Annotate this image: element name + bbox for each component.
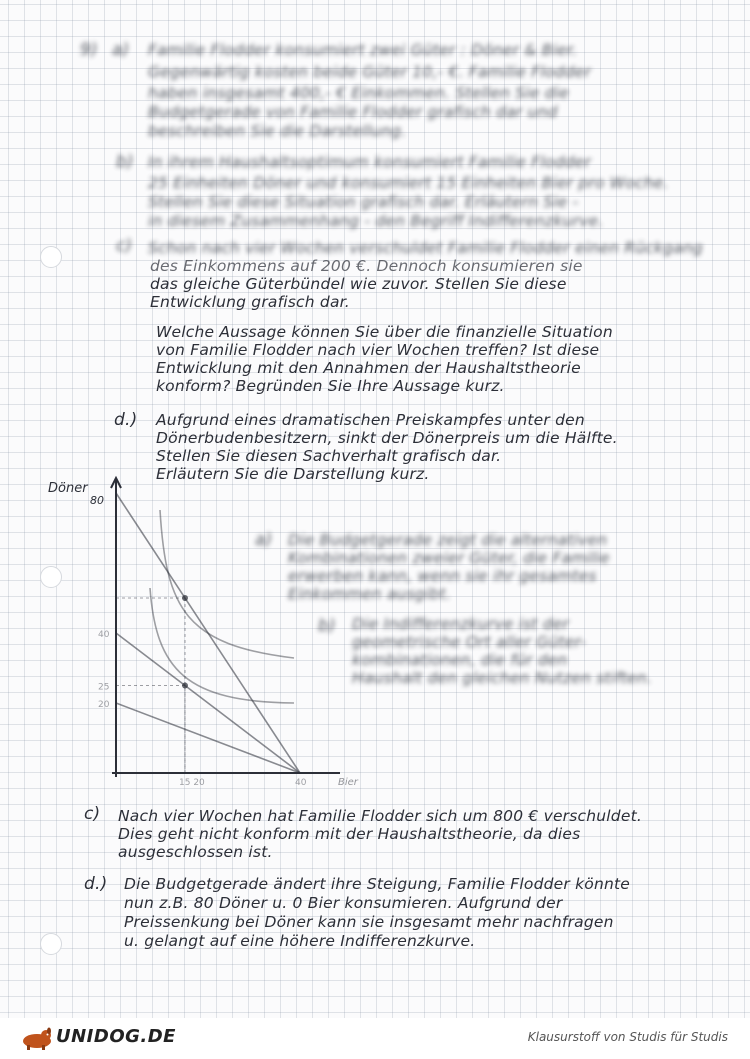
y-tick-label: 80: [90, 494, 104, 507]
blurred-text-line: beschreiben Sie die Darstellung.: [148, 122, 407, 140]
task-c-question: Entwicklung mit den Annahmen der Haushaltstheorie: [156, 359, 581, 377]
task-c-question: Welche Aussage können Sie über die finanzielle Situation: [156, 323, 613, 341]
blurred-text-line: Die Indifferenzkurve ist der: [352, 615, 570, 633]
blurred-text-line: in diesem Zusammenhang - den Begriff Indifferenzkurve.: [148, 212, 604, 230]
task-b-label: b): [116, 152, 134, 172]
answer-c-line: ausgeschlossen ist.: [118, 843, 273, 861]
task-d-line: Dönerbudenbesitzern, sinkt der Dönerpreis um die Hälfte.: [156, 429, 618, 447]
answer-d-line: Preissenkung bei Döner kann sie insgesamt mehr nachfragen: [124, 913, 614, 931]
blurred-text-line: geometrische Ort aller Güter-: [352, 633, 587, 651]
y-tick-label: 20: [98, 700, 110, 710]
answer-d-line: Die Budgetgerade ändert ihre Steigung, Familie Flodder könnte: [124, 875, 631, 893]
x-tick-label: 40: [295, 778, 307, 788]
task-a-label: a): [112, 40, 130, 60]
blurred-text-line: Familie Flodder konsumiert zwei Güter : Döner & Bier.: [148, 41, 578, 59]
blurred-text-line: Schon nach vier Wochen verschuldet Familie Flodder einen Rückgang: [148, 239, 703, 257]
task-c-question: von Familie Flodder nach vier Wochen treffen? Ist diese: [156, 341, 600, 359]
task-c-question: konform? Begründen Sie Ihre Aussage kurz.: [156, 377, 505, 395]
task-d-line: Stellen Sie diesen Sachverhalt grafisch dar.: [156, 447, 502, 465]
indifference-curve-1: [160, 510, 294, 658]
blurred-text-line: Die Budgetgerade zeigt die alternativen: [288, 531, 608, 549]
blurred-text-line: erwerben kann, wenn sie ihr gesamtes: [288, 567, 597, 585]
task-number: 9): [80, 40, 98, 60]
answer-d-label: d.): [84, 874, 108, 894]
blurred-text-line: Einkommen ausgibt.: [288, 585, 451, 603]
task-c-line: des Einkommens auf 200 €. Dennoch konsumieren sie: [150, 257, 583, 275]
logo-text[interactable]: UNIDOG.DE: [56, 1026, 176, 1047]
task-c-line: Entwicklung grafisch dar.: [150, 293, 350, 311]
answer-d-line: u. gelangt auf eine höhere Indifferenzkurve.: [124, 932, 476, 950]
tagline: Klausurstoff von Studis für Studis: [527, 1030, 728, 1044]
explanation-b-label: b): [318, 616, 336, 636]
explanation-a-label: a): [255, 530, 273, 550]
blurred-text-line: Haushalt den gleichen Nutzen stiften.: [352, 669, 653, 687]
budget-line-3: [116, 703, 300, 773]
blurred-text-line: Kombinationen zweier Güter, die Familie: [288, 549, 610, 567]
dog-icon[interactable]: [20, 1026, 54, 1050]
optimum-point-1: [182, 595, 188, 601]
optimum-point-2: [182, 683, 188, 689]
y-tick-label: 25: [98, 682, 110, 693]
punch-hole: [40, 246, 62, 268]
blurred-text-line: Budgetgerade von Familie Flodder grafisch dar und: [148, 103, 558, 121]
answer-c-line: Dies geht nicht konform mit der Haushaltstheorie, da dies: [118, 825, 581, 843]
blurred-text-line: Stellen Sie diese Situation grafisch dar. Erläutern Sie -: [148, 193, 579, 211]
task-c-label: c): [116, 236, 133, 256]
answer-c-line: Nach vier Wochen hat Familie Flodder sich um 800 € verschuldet.: [118, 807, 642, 825]
task-d-label: d.): [114, 410, 138, 430]
blurred-text-line: haben insgesamt 400,- € Einkommen. Stellen Sie die: [148, 84, 569, 102]
blurred-text-line: In ihrem Haushaltsoptimum konsumiert Familie Flodder: [148, 153, 591, 171]
x-axis-label: Bier: [338, 777, 358, 788]
y-axis-label: Döner: [48, 481, 88, 496]
answer-d-line: nun z.B. 80 Döner u. 0 Bier konsumieren. Aufgrund der: [124, 894, 563, 912]
punch-hole: [40, 933, 62, 955]
x-tick-label: 15 20: [179, 778, 205, 788]
answer-c-label: c): [84, 804, 101, 824]
blurred-text-line: 25 Einheiten Döner und konsumiert 15 Einheiten Bier pro Woche.: [148, 174, 669, 192]
task-d-line: Erläutern Sie die Darstellung kurz.: [156, 465, 430, 483]
y-tick-label: 40: [98, 630, 110, 640]
blurred-text-line: kombinationen, die für den: [352, 651, 568, 669]
task-d-line: Aufgrund eines dramatischen Preiskampfes unter den: [156, 411, 585, 429]
blurred-text-line: Gegenwärtig kosten beide Güter 10,- €. Familie Flodder: [148, 63, 591, 81]
task-c-line: das gleiche Güterbündel wie zuvor. Stellen Sie diese: [150, 275, 567, 293]
